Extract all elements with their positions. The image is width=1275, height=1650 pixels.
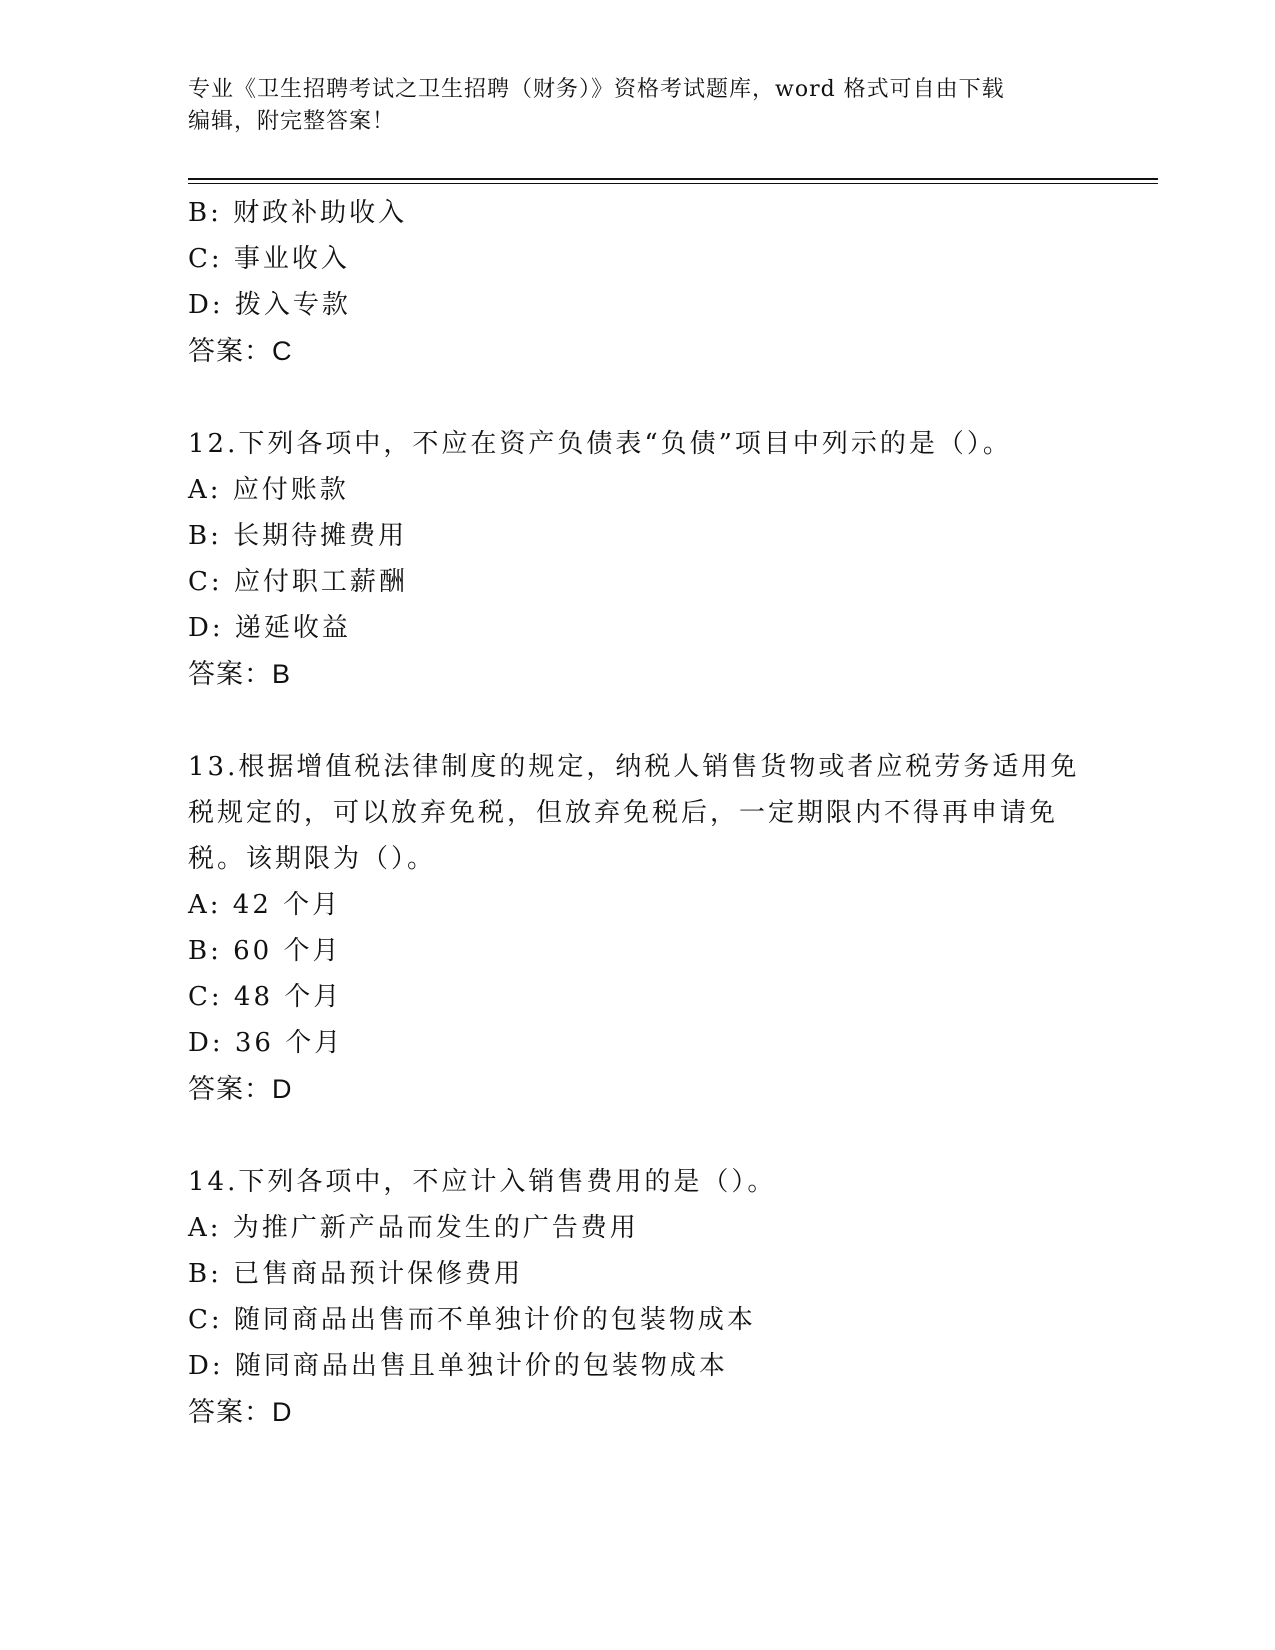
option-b: B: 财政补助收入: [188, 198, 408, 228]
option-b: B: 60 个月: [188, 936, 342, 966]
header-line-2: 编辑，附完整答案！: [188, 109, 396, 134]
question-14: [188, 1159, 1088, 1435]
question-stem: 14.下列各项中，不应计入销售费用的是（）。: [188, 1167, 777, 1197]
question-12: [188, 421, 1088, 697]
option-c: C: 48 个月: [188, 982, 343, 1012]
document-header: [188, 74, 1088, 138]
header-line-1: 专业《卫生招聘考试之卫生招聘（财务）》资格考试题库，word 格式可自由下载: [188, 77, 1005, 102]
option-c: C: 事业收入: [188, 244, 350, 274]
question-13: [188, 744, 1088, 1112]
question-stem: 12.下列各项中，不应在资产负债表“负债”项目中列示的是（）。: [188, 429, 1012, 459]
option-a: A: 应付账款: [188, 475, 349, 505]
answer: 答案：B: [188, 659, 292, 689]
question-11-tail: [188, 190, 1088, 374]
option-d: D: 随同商品出售且单独计价的包装物成本: [188, 1351, 728, 1381]
answer: 答案：D: [188, 1397, 293, 1427]
answer: 答案：C: [188, 336, 293, 366]
question-stem-line-2: 税规定的，可以放弃免税，但放弃免税后，一定期限内不得再申请免: [188, 798, 1059, 828]
option-a: A: 42 个月: [188, 890, 342, 920]
option-d: D: 递延收益: [188, 613, 351, 643]
header-divider-thin: [188, 183, 1158, 184]
option-b: B: 已售商品预计保修费用: [188, 1259, 524, 1289]
question-list: [188, 190, 1088, 1435]
question-stem-line-3: 税。该期限为（）。: [188, 844, 437, 874]
option-d: D: 拨入专款: [188, 290, 351, 320]
option-d: D: 36 个月: [188, 1028, 344, 1058]
answer: 答案：D: [188, 1074, 293, 1104]
option-b: B: 长期待摊费用: [188, 521, 408, 551]
question-stem-line-1: 13.根据增值税法律制度的规定，纳税人销售货物或者应税劳务适用免: [188, 752, 1080, 782]
option-a: A: 为推广新产品而发生的广告费用: [188, 1213, 639, 1243]
option-c: C: 随同商品出售而不单独计价的包装物成本: [188, 1305, 756, 1335]
option-c: C: 应付职工薪酬: [188, 567, 408, 597]
header-divider: [188, 178, 1158, 180]
